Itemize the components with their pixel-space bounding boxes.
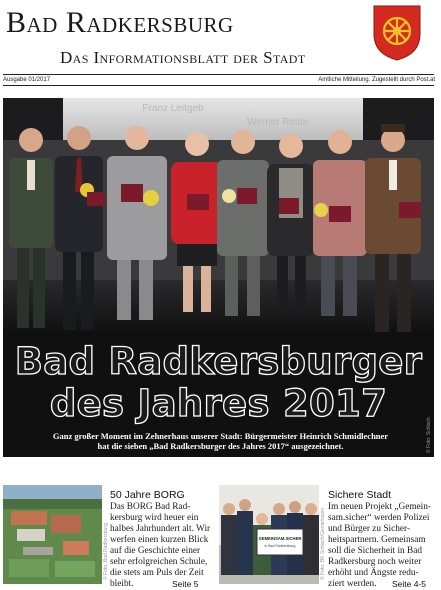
borg-photo-credit: © Foto: Bad Radkersburg: [103, 523, 109, 580]
borg-article-line-2: kersburg wird heuer ein: [110, 513, 199, 523]
cover-photo: [3, 98, 434, 457]
borg-article-line-7: die stets am Puls der Zeit: [110, 568, 204, 578]
security-photo-credit: © Foto: BK Schloch/Gemeinsam: [320, 507, 326, 580]
borg-article-line-8: bleibt.: [110, 579, 134, 589]
cover-caption-line-1: Ganz großer Moment im Zehnerhaus unserer Stadt: Bürgermeister Heinrich Schmidlechner: [52, 431, 389, 441]
backdrop-name-1: Franz Leitgeb: [142, 103, 204, 114]
security-article-line-5: soll die Sicherheit in Bad: [328, 546, 422, 556]
cover-headline-line-2: des Jahres 2017: [49, 382, 388, 425]
security-article-line-6: Radkersburg noch weiter: [328, 557, 422, 567]
security-article-line-8: ziert werden.: [328, 579, 377, 589]
project-sign-subtitle: in Bad Radkersburg: [264, 544, 296, 548]
postal-note: Amtliche Mitteilung. Zugestellt durch Post.at: [318, 77, 435, 83]
borg-article-title: 50 Jahre BORG: [110, 489, 185, 501]
stage-screen: [63, 98, 363, 140]
security-article-line-1: Im neuen Projekt „Gemein-: [328, 502, 432, 512]
meta-rule: [3, 85, 434, 86]
newspaper-subtitle: Das Informationsblatt der Stadt: [60, 48, 306, 67]
security-team-photo: [219, 485, 319, 584]
borg-article-line-4: werfen einen kurzen Blick: [110, 535, 209, 545]
borg-article-line-1: Das BORG Bad Rad-: [110, 502, 191, 512]
issue-number: Ausgabe 01/2017: [3, 77, 51, 83]
backdrop-name-2: Werner Reiter: [246, 117, 310, 128]
masthead-rule: [3, 74, 434, 75]
project-sign: [257, 529, 303, 555]
borg-article-line-6: sehr erfolgreichen Schule,: [110, 557, 208, 567]
cover-photo-credit: © Foto: Schloch: [426, 417, 432, 453]
security-article-line-7: erhöht und Ängste redu-: [328, 568, 419, 578]
cover-headline-line-1: Bad Radkersburger: [14, 340, 423, 383]
cover-caption-line-2: hat die sieben „Bad Radkersburger des Jahres 2017“ ausgezeichnet.: [97, 441, 344, 451]
borg-aerial-photo: [3, 485, 102, 584]
project-sign-title: GEMEINSAM.SICHER: [258, 536, 302, 541]
borg-article-line-3: halbes Jahrhundert alt. Wir: [110, 524, 211, 534]
newspaper-title: Bad Radkersburg: [6, 6, 234, 39]
borg-article-line-5: auf die Geschichte einer: [110, 546, 201, 556]
borg-page-reference: Seite 5: [172, 579, 199, 589]
security-article-line-4: heitspartnern. Gemeinsam: [328, 535, 426, 545]
security-article-title: Sichere Stadt: [328, 489, 392, 501]
coat-of-arms-icon: [372, 4, 422, 62]
masthead: [0, 0, 441, 78]
security-page-reference: Seite 4-5: [392, 579, 427, 589]
security-article-line-3: und Bürger zu Sicher-: [328, 524, 411, 534]
security-article-line-2: sam.sicher“ werden Polizei: [328, 513, 430, 523]
